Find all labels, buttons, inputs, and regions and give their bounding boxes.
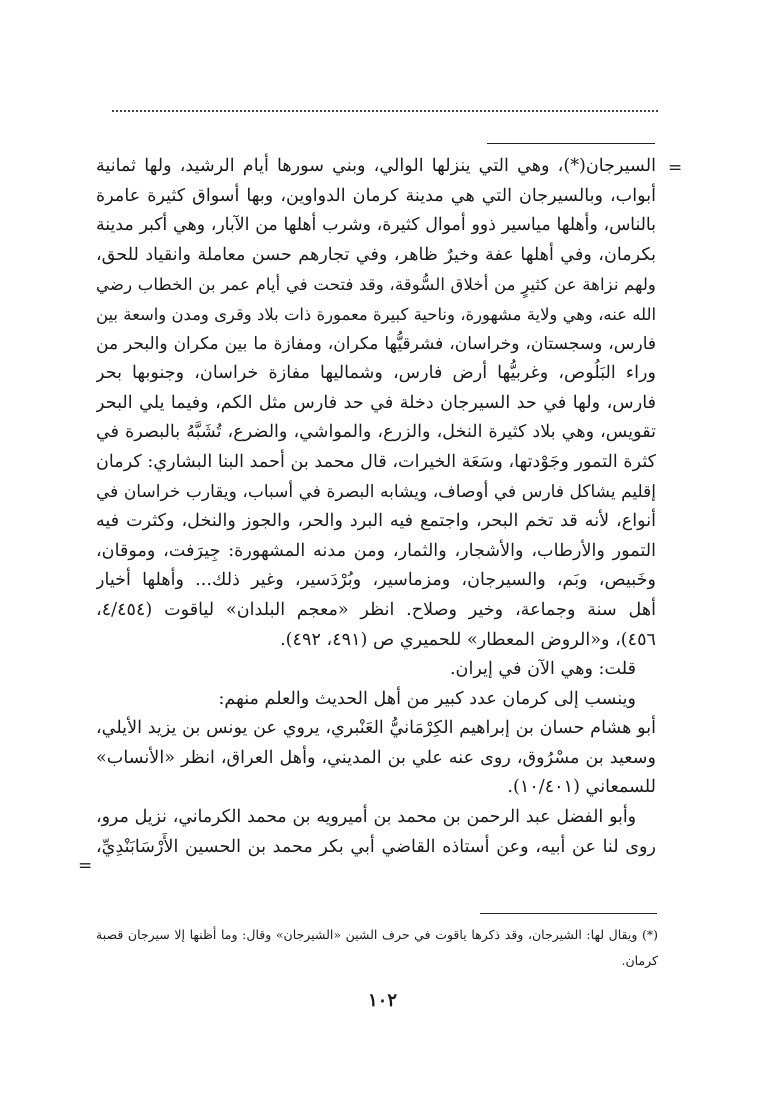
footnote bbox=[96, 922, 658, 974]
text-line: وخَبيص، وبَم، والسيرجان، ومزماسير، وبُرْدَسير، وغير ذلك... وأهلها أخيار bbox=[96, 570, 656, 591]
continuation-rule bbox=[487, 143, 655, 144]
text-line: قلت: وهي الآن في إيران. bbox=[449, 659, 636, 680]
text-line: وسعيد بن مسْرُوق، روى عنه علي بن المديني، وأهل العراق، انظر «الأنساب» bbox=[96, 747, 656, 768]
text-line: إقليم يشاكل فارس في أوصاف، ويشابه البصرة في أسباب، ويقارب خراسان في bbox=[96, 481, 656, 502]
text-line: أهل سنة وجماعة، وخير وصلاح. انظر «معجم البلدان» لياقوت (٤/٤٥٤، bbox=[96, 599, 656, 620]
text-line: وراء البَلُوص، وغربيُّها أرض فارس، وشماليها مفازة خراسان، وجنوبها بحر bbox=[96, 363, 656, 384]
header-dotted-rule bbox=[112, 110, 658, 118]
text-line: فارس، ولها في حد السيرجان دخلة في حد فارس مثل الكم، وفيما يلي البحر bbox=[96, 392, 656, 413]
text-line: كثرة التمور وجَوْدتها، وسَعَة الخيرات، قال محمد بن أحمد البنا البشاري: كرمان bbox=[96, 451, 656, 472]
main-text bbox=[96, 152, 656, 862]
text-line: أبواب، وبالسيرجان التي هي مدينة كرمان الدواوين، وبها أسواق كثيرة عامرة bbox=[96, 185, 656, 206]
page-number: ١٠٢ bbox=[367, 990, 397, 1011]
text-line: السيرجان(*)، وهي التي ينزلها الوالي، وبني سورها أيام الرشيد، ولها ثمانية bbox=[96, 156, 656, 176]
continuation-mark-end: = bbox=[78, 856, 93, 876]
text-line: ولهم نزاهة عن كثيرٍ من أخلاق السُّوقة، وقد فتحت في أيام عمر بن الخطاب رضي bbox=[96, 274, 656, 295]
text-line: فارس، وسجستان، وخراسان، فشرقيُّها مكران، ومفازة ما بين مكران والبحر من bbox=[96, 333, 656, 354]
text-line: ٤٥٦)، و«الروض المعطار» للحميري ص (٤٩١، ٤٩٢). bbox=[280, 629, 656, 650]
text-line: روى لنا عن أبيه، وعن أستاذه القاضي أبي بكر محمد بن الحسين الأَرْسَابَنْدِيِّ، bbox=[96, 836, 656, 857]
text-line: أبو هشام حسان بن إبراهيم الكِرْمَانيُّ العَنْبري، يروي عن يونس بن يزيد الأيلي، bbox=[96, 718, 656, 739]
continuation-mark-start: = bbox=[668, 158, 683, 178]
footnote-line: (*) ويقال لها: الشيرجان، وقد ذكرها ياقوت في حرف الشين «الشيرجان» وقال: وما أظنها إلا سيرجان قصبة bbox=[96, 927, 658, 942]
text-line: التمور والأرطاب، والأشجار، والثمار، ومن مدنه المشهورة: جِيرَفت، وموقان، bbox=[96, 540, 656, 561]
text-line: وأبو الفضل عبد الرحمن بن محمد بن أميرويه بن محمد الكرماني، نزيل مرو، bbox=[96, 807, 636, 828]
text-line: أنواع، لأنه قد تخم البحر، واجتمع فيه البرد والحر، والجوز والنخل، وكثرت فيه bbox=[96, 511, 656, 532]
footnote-rule bbox=[480, 913, 657, 914]
text-line: بالناس، وأهلها مياسير ذوو أموال كثيرة، وشرب أهلها من الآبار، وهي أكبر مدينة bbox=[96, 215, 656, 236]
text-line: بكرمان، وفي أهلها عفة وخيرٌ ظاهر، وفي تجارهم حسن معاملة وانقياد للحق، bbox=[96, 244, 656, 265]
text-line: الله عنه، وهي ولاية مشهورة، وناحية كبيرة معمورة ذات بلاد وقرى ومدن واسعة بين bbox=[96, 304, 656, 324]
text-line: للسمعاني (١٠/٤٠١). bbox=[507, 777, 656, 798]
text-line: تقويس، وهي بلاد كثيرة النخل، والزرع، والمواشي، والضرع، تُشَبَّهُ بالبصرة في bbox=[96, 422, 656, 443]
footnote-line: كرمان. bbox=[621, 953, 658, 968]
text-line: وينسب إلى كرمان عدد كبير من أهل الحديث والعلم منهم: bbox=[218, 688, 636, 709]
